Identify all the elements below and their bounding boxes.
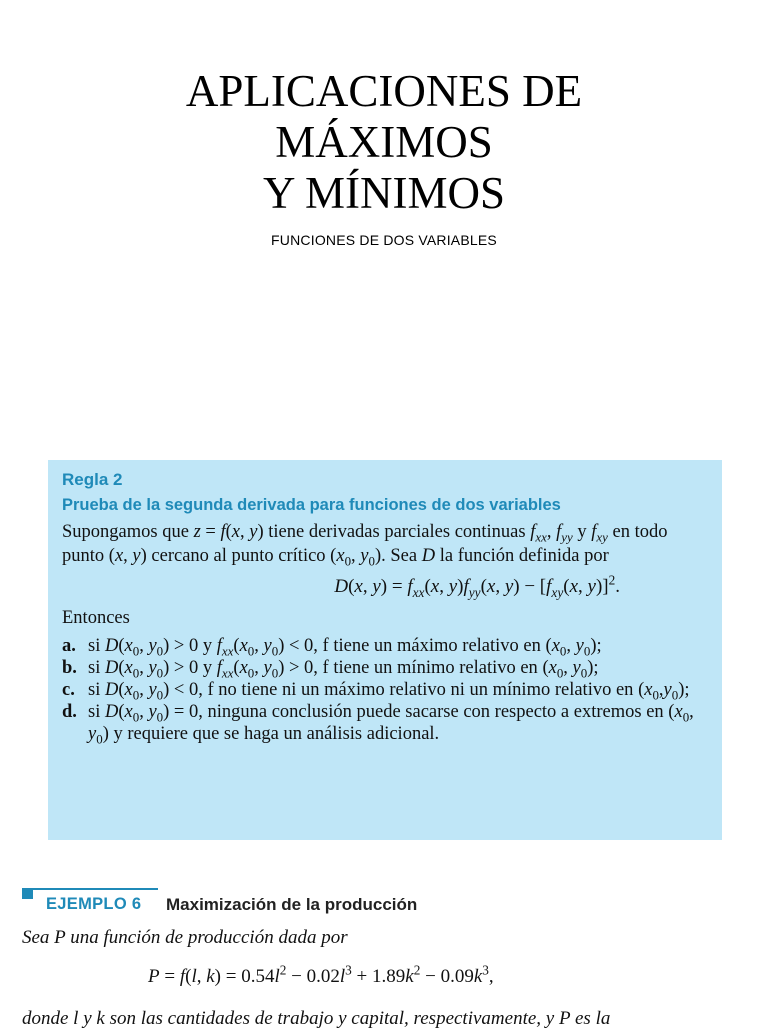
condition-text: f no tiene ni un máximo relativo ni un mínimo relativo en	[207, 680, 634, 700]
example-square-marker	[22, 888, 33, 899]
then-label: Entonces	[62, 608, 130, 628]
condition-text: f tiene un máximo relativo en	[322, 636, 541, 656]
production-formula: P = f(l, $k) = 0.54l^2 - 0.02l^3 + 1.89k^2 - 0.09k^3$,	[148, 962, 494, 987]
example-cut-line: donde l y k son las cantidades de trabajo y capital, respectivamente, y P es la	[22, 1008, 611, 1029]
condition-text: f tiene un mínimo relativo en	[322, 658, 538, 678]
rule-heading: Prueba de la segunda derivada para funciones de dos variables	[62, 496, 561, 514]
rule-intro-d: cercano al punto crítico	[151, 546, 326, 566]
example-title: Maximización de la producción	[166, 895, 418, 914]
condition-d-tail: y requiere que se haga un análisis adicional.	[113, 724, 440, 744]
condition-c: c. si $D(x_0$, $y_0) < 0$, f no tiene ni un máximo relativo ni un mínimo relativo en $(x_0,y_0)$;	[62, 680, 690, 703]
condition-letter: d.	[62, 702, 77, 722]
rule-intro-f: la función definida por	[439, 546, 609, 566]
condition-letter: c.	[62, 680, 75, 700]
example-label: EJEMPLO 6	[46, 895, 142, 913]
rule-intro-a: Supongamos que	[62, 522, 189, 542]
rule-box	[48, 460, 722, 840]
rule-intro-b: tiene derivadas parciales continuas	[268, 522, 526, 542]
condition-letter: a.	[62, 636, 76, 656]
title-line-2: MÁXIMOS	[275, 117, 493, 167]
rule-intro-c: en todo punto	[62, 522, 668, 566]
rule-intro-e: . Sea	[381, 546, 418, 566]
condition-letter: b.	[62, 658, 77, 678]
rule-label: Regla 2	[62, 470, 123, 489]
condition-a: a. si $D(x_0$, $y_0) > 0$ y $f_{xx}(x_0$, $y_0) < 0$, f tiene un máximo relativo en ($x_0$, $y_0$);	[62, 636, 602, 659]
page-subtitle: FUNCIONES DE DOS VARIABLES	[271, 232, 497, 248]
condition-text: ninguna conclusión puede sacarse con respecto a extremos en	[207, 702, 664, 722]
example-intro: Sea P una función de producción dada por	[22, 927, 348, 948]
d-formula: D(x, $y) = f_{xx}(x$, $y)f_{yy}(x$, $y) - [f_{xy}(x$, y)]$^2$.	[334, 572, 620, 600]
example-rule-line	[22, 888, 158, 890]
page-title	[0, 66, 768, 219]
condition-b: b. si $D(x_0$, $y_0) > 0$ y $f_{xx}(x_0$, $y_0) > 0$, f tiene un mínimo relativo en ($x_0$, $y_0$);	[62, 658, 599, 681]
condition-d: d. si $D(x_0$, $y_0) = 0$, ninguna conclusión puede sacarse con respecto a extremos en ($x_0$, $y_0$) y requiere que se haga un análisis adicional.	[62, 702, 694, 747]
rule-intro: Supongamos que z = f(x, y) tiene derivadas parciales continuas $f_{xx}$, $f_{yy}$ y $f_{xy}$ en todo punto (x, y) cercano al punto crítico ($x_0$, $y_0$). Sea D la función definida por	[62, 522, 668, 569]
title-line-1: APLICACIONES DE	[185, 66, 583, 116]
title-line-3: Y MÍNIMOS	[262, 168, 506, 218]
